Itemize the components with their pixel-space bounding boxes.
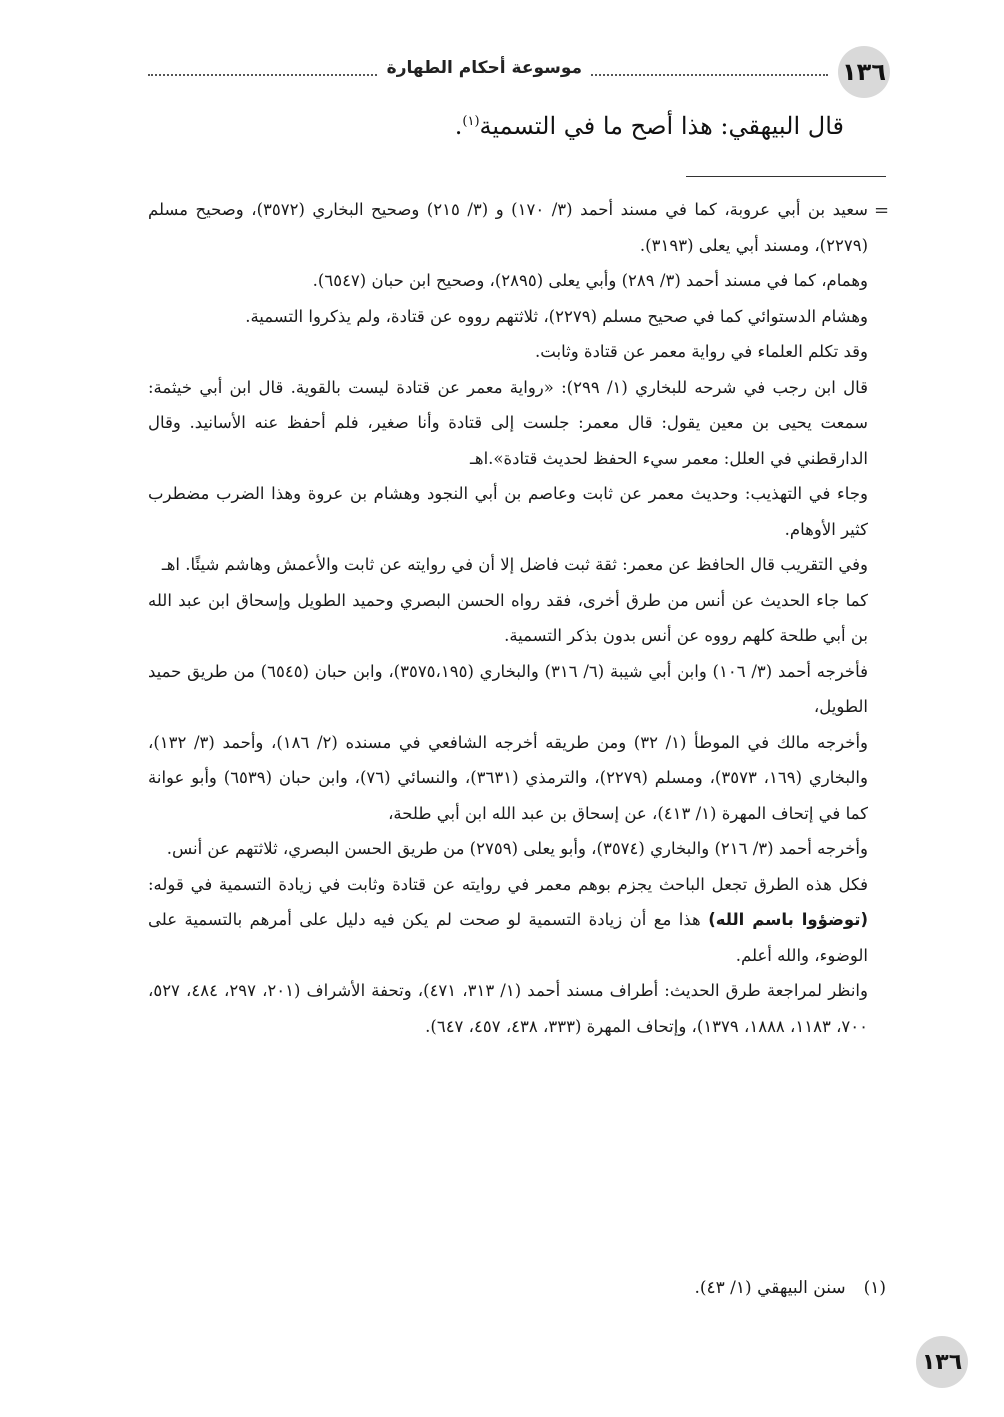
footnote-text: سنن البيهقي (١/ ٤٣).	[694, 1278, 846, 1298]
main-text-end: .	[454, 112, 463, 140]
footnote-separator	[686, 176, 886, 177]
footnote-continuation	[148, 192, 868, 1044]
note-paragraph: قال ابن رجب في شرحه للبخاري (١/ ٢٩٩): «رواية معمر عن قتادة ليست بالقوية. قال ابن أبي خيثمة: سمعت يحيى بن معين يقول: قال معمر: جلست إلى قتادة وأنا صغير، فلم أحفظ عنه الأسانيد. وقال الدارقطني في العلل: معمر سيء الحفظ لحديث قتادة».اهـ	[148, 377, 868, 468]
note-paragraph: وأخرجه مالك في الموطأ (١/ ٣٢) ومن طريقه أخرجه الشافعي في مسنده (٢/ ١٨٦)، وأحمد (٣/ ١٣٢)، والبخاري (١٦٩، ٣٥٧٣)، ومسلم (٢٢٧٩)، والترمذي (٣٦٣١)، والنسائي (٧٦)، وابن حبان (٦٥٣٩) وأبو عوانة كما في إتحاف المهرة (١/ ٤١٣)، عن إسحاق بن عبد الله ابن أبي طلحة،	[148, 732, 869, 823]
main-text-line: قال البيهقي: هذا أصح ما في التسمية	[479, 112, 844, 140]
footnote-reference[interactable]: (١)	[462, 114, 480, 129]
note-paragraph: وأخرجه أحمد (٣/ ٢١٦) والبخاري (٣٥٧٤)، وأبو يعلى (٢٧٥٩) من طريق الحسن البصري، ثلاثتهم عن أنس.	[166, 839, 868, 858]
footnote	[694, 1278, 886, 1298]
note-paragraph: وقد تكلم العلماء في رواية معمر عن قتادة وثابت.	[535, 342, 868, 361]
footnote-number: (١)	[863, 1278, 886, 1298]
note-paragraph: وفي التقريب قال الحافظ عن معمر: ثقة ثبت فاضل إلا أن في روايته عن ثابت والأعمش وهاشم شيئًا. اهـ	[161, 555, 868, 574]
page-header	[140, 46, 890, 102]
note-references: وانظر لمراجعة طرق الحديث: أطراف مسند أحمد (١/ ٣١٣، ٤٧١)، وتحفة الأشراف (٢٠١، ٢٩٧، ٤٨٤، ٥٢٧، ٧٠٠، ١١٨٣، ١٨٨٨، ١٣٧٩)، وإتحاف المهرة (٣٣٣، ٤٣٨، ٤٥٧، ٦٤٧).	[148, 981, 868, 1036]
footer-page-number: ١٣٦	[916, 1336, 968, 1388]
note-paragraph: سعيد بن أبي عروبة، كما في مسند أحمد (٣/ ١٧٠) و (٣/ ٢١٥) وصحيح البخاري (٣٥٧٢)، وصحيح مسلم (٢٢٧٩)، ومسند أبي يعلى (٣١٩٣).	[148, 200, 868, 255]
note-paragraph: وهشام الدستوائي كما في صحيح مسلم (٢٢٧٩)، ثلاثتهم رووه عن قتادة، ولم يذكروا التسمية.	[245, 306, 868, 326]
header-page-number: ١٣٦	[838, 46, 890, 98]
continuation-mark: =	[874, 200, 890, 221]
book-title: موسوعة أحكام الطهارة	[379, 58, 590, 78]
conclusion-text-after: هذا مع أن زيادة التسمية لو صحت لم يكن فيه دليل على أمرهم بالتسمية على الوضوء، والله أعلم.	[148, 910, 868, 965]
hadith-quote: (توضؤوا باسم الله)	[708, 910, 869, 929]
main-text	[455, 112, 844, 140]
note-conclusion	[148, 867, 868, 974]
conclusion-text-before: فكل هذه الطرق تجعل الباحث يجزم بوهم معمر في روايته عن قتادة وثابت في زيادة التسمية في قوله:	[148, 874, 868, 894]
note-paragraph: كما جاء الحديث عن أنس من طرق أخرى، فقد رواه الحسن البصري وحميد الطويل وإسحاق ابن عبد الله بن أبي طلحة كلهم رووه عن أنس بدون بذكر التسمية.	[148, 590, 868, 645]
note-paragraph: فأخرجه أحمد (٣/ ١٠٦) وابن أبي شيبة (٦/ ٣١٦) والبخاري (٣٥٧٥،١٩٥)، وابن حبان (٦٥٤٥) من طريق حميد الطويل،	[148, 661, 869, 716]
note-paragraph: وجاء في التهذيب: وحديث معمر عن ثابت وعاصم بن أبي النجود وهشام بن عروة وهذا الضرب مضطرب كثير الأوهام.	[148, 484, 868, 539]
note-paragraph: وهمام، كما في مسند أحمد (٣/ ٢٨٩) وأبي يعلى (٢٨٩٥)، وصحيح ابن حبان (٦٥٤٧).	[312, 271, 868, 290]
